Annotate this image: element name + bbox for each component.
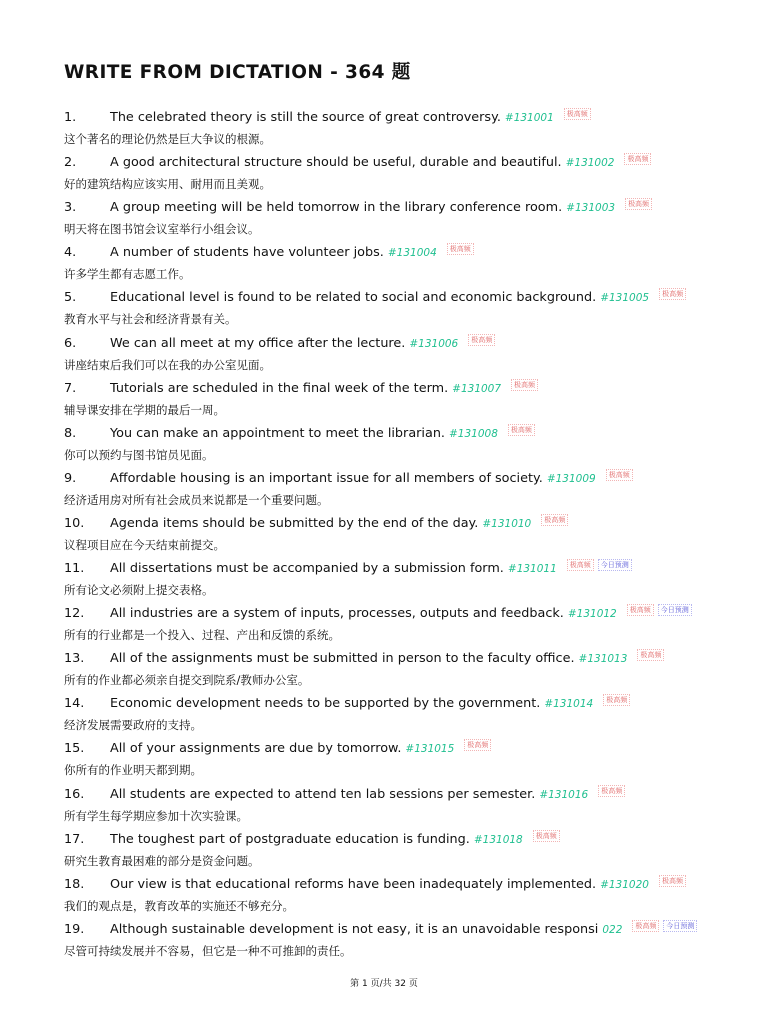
translation-text: 你可以预约与图书馆员见面。 bbox=[64, 448, 214, 462]
sentence-text: All industries are a system of inputs, processes, outputs and feedback. bbox=[110, 606, 564, 621]
translation-text: 讲座结束后我们可以在我的办公室见面。 bbox=[64, 358, 271, 372]
item-number: 11. bbox=[64, 561, 85, 576]
question-code: #131007 bbox=[452, 383, 502, 395]
question-code: #131006 bbox=[409, 338, 459, 350]
translation-text: 经济适用房对所有社会成员来说都是一个重要问题。 bbox=[64, 493, 329, 507]
item-number: 3. bbox=[64, 200, 77, 215]
sentence-text: Although sustainable development is not easy, it is an unavoidable responsi bbox=[110, 922, 599, 937]
frequency-tag: 极高频 bbox=[627, 604, 654, 616]
page-title: WRITE FROM DICTATION - 364 题 bbox=[64, 62, 411, 83]
item-number: 8. bbox=[64, 426, 77, 441]
item-number: 1. bbox=[64, 110, 77, 125]
sentence-text: Our view is that educational reforms have been inadequately implemented. bbox=[110, 877, 597, 892]
question-code: #131003 bbox=[566, 202, 616, 214]
translation-text: 尽管可持续发展并不容易，但它是一种不可推卸的责任。 bbox=[64, 944, 352, 958]
item-number: 16. bbox=[64, 787, 85, 802]
sentence-text: The celebrated theory is still the source of great controversy. bbox=[110, 110, 501, 125]
sentence-line bbox=[0, 649, 768, 669]
question-code: #131020 bbox=[600, 879, 649, 891]
sentence-text-wrap bbox=[110, 243, 474, 263]
list-item bbox=[0, 379, 768, 425]
frequency-tag: 极高频 bbox=[511, 379, 538, 391]
page-footer: 第 1 页/共 32 页 bbox=[350, 979, 418, 989]
sentence-text-wrap bbox=[110, 379, 538, 399]
list-item bbox=[0, 739, 768, 785]
sentence-text-wrap bbox=[110, 334, 495, 354]
sentence-text: A number of students have volunteer jobs. bbox=[110, 245, 384, 260]
translation-text: 你所有的作业明天都到期。 bbox=[64, 763, 202, 777]
item-number: 7. bbox=[64, 381, 77, 396]
item-number: 10. bbox=[64, 516, 85, 531]
list-item bbox=[0, 920, 768, 966]
sentence-line bbox=[0, 604, 768, 624]
list-item bbox=[0, 153, 768, 199]
list-item bbox=[0, 469, 768, 515]
sentence-line bbox=[0, 559, 768, 579]
sentence-text-wrap bbox=[110, 108, 591, 128]
question-code: #131014 bbox=[544, 698, 594, 710]
sentence-text-wrap bbox=[110, 559, 632, 579]
sentence-line bbox=[0, 830, 768, 850]
frequency-tag: 极高频 bbox=[464, 739, 491, 751]
list-item bbox=[0, 694, 768, 740]
translation-text: 议程项目应在今天结束前提交。 bbox=[64, 538, 225, 552]
sentence-line bbox=[0, 920, 768, 940]
list-item bbox=[0, 514, 768, 560]
frequency-tag: 极高频 bbox=[541, 514, 568, 526]
sentence-line bbox=[0, 739, 768, 759]
frequency-tag: 极高频 bbox=[659, 875, 686, 887]
list-item bbox=[0, 243, 768, 289]
frequency-tag: 极高频 bbox=[637, 649, 664, 661]
item-number: 18. bbox=[64, 877, 85, 892]
translation-text: 许多学生都有志愿工作。 bbox=[64, 267, 191, 281]
sentence-text-wrap bbox=[110, 424, 535, 444]
sentence-line bbox=[0, 469, 768, 489]
list-item bbox=[0, 559, 768, 605]
sentence-text: A group meeting will be held tomorrow in the library conference room. bbox=[110, 200, 563, 215]
item-number: 9. bbox=[64, 471, 77, 486]
question-code: #131013 bbox=[578, 653, 628, 665]
question-code: #131016 bbox=[539, 789, 589, 801]
sentence-text-wrap bbox=[110, 920, 697, 940]
frequency-tag: 极高频 bbox=[625, 198, 652, 210]
prediction-tag: 今日预测 bbox=[598, 559, 632, 571]
frequency-tag: 极高频 bbox=[468, 334, 495, 346]
sentence-text-wrap bbox=[110, 785, 625, 805]
sentence-text-wrap bbox=[110, 198, 652, 218]
sentence-line bbox=[0, 198, 768, 218]
question-code: #131018 bbox=[473, 834, 523, 846]
sentence-text-wrap bbox=[110, 649, 664, 669]
frequency-tag: 极高频 bbox=[533, 830, 560, 842]
translation-text: 所有学生每学期应参加十次实验课。 bbox=[64, 809, 248, 823]
question-code: #131001 bbox=[504, 112, 554, 124]
translation-text: 明天将在图书馆会议室举行小组会议。 bbox=[64, 222, 260, 236]
translation-text: 所有论文必须附上提交表格。 bbox=[64, 583, 214, 597]
frequency-tag: 极高频 bbox=[659, 288, 686, 300]
list-item bbox=[0, 649, 768, 695]
sentence-text-wrap bbox=[110, 469, 633, 489]
question-code: #131004 bbox=[387, 247, 437, 259]
question-code: #131015 bbox=[405, 743, 455, 755]
list-item bbox=[0, 198, 768, 244]
item-number: 13. bbox=[64, 651, 85, 666]
frequency-tag: 极高频 bbox=[598, 785, 625, 797]
sentence-text: We can all meet at my office after the lecture. bbox=[110, 336, 406, 351]
item-number: 15. bbox=[64, 741, 85, 756]
translation-text: 经济发展需要政府的支持。 bbox=[64, 718, 202, 732]
sentence-line bbox=[0, 694, 768, 714]
frequency-tag: 极高频 bbox=[606, 469, 633, 481]
prediction-tag: 今日预测 bbox=[658, 604, 692, 616]
sentence-text: All of your assignments are due by tomorrow. bbox=[110, 741, 402, 756]
frequency-tag: 极高频 bbox=[447, 243, 474, 255]
list-item bbox=[0, 424, 768, 470]
item-number: 4. bbox=[64, 245, 77, 260]
sentence-text-wrap bbox=[110, 875, 686, 895]
frequency-tag: 极高频 bbox=[624, 153, 651, 165]
sentence-text-wrap bbox=[110, 739, 491, 759]
frequency-tag: 极高频 bbox=[632, 920, 659, 932]
translation-text: 我们的观点是，教育改革的实施还不够充分。 bbox=[64, 899, 294, 913]
prediction-tag: 今日预测 bbox=[663, 920, 697, 932]
list-item bbox=[0, 108, 768, 154]
frequency-tag: 极高频 bbox=[564, 108, 591, 120]
frequency-tag: 极高频 bbox=[567, 559, 594, 571]
sentence-text: Agenda items should be submitted by the end of the day. bbox=[110, 516, 479, 531]
sentence-line bbox=[0, 424, 768, 444]
sentence-text-wrap bbox=[110, 514, 568, 534]
question-code: #131009 bbox=[546, 473, 596, 485]
sentence-text: You can make an appointment to meet the librarian. bbox=[110, 426, 445, 441]
item-number: 6. bbox=[64, 336, 77, 351]
translation-text: 所有的行业都是一个投入、过程、产出和反馈的系统。 bbox=[64, 628, 340, 642]
sentence-text: A good architectural structure should be useful, durable and beautiful. bbox=[110, 155, 562, 170]
list-item bbox=[0, 288, 768, 334]
sentence-text-wrap bbox=[110, 288, 686, 308]
question-code: #131008 bbox=[449, 428, 498, 440]
item-number: 17. bbox=[64, 832, 85, 847]
question-code: 022 bbox=[602, 924, 623, 936]
question-code: #131011 bbox=[507, 563, 557, 575]
item-number: 12. bbox=[64, 606, 85, 621]
question-code: #131005 bbox=[600, 292, 650, 304]
item-number: 19. bbox=[64, 922, 85, 937]
list-item bbox=[0, 604, 768, 650]
sentence-line bbox=[0, 108, 768, 128]
sentence-line bbox=[0, 514, 768, 534]
translation-text: 这个著名的理论仍然是巨大争议的根源。 bbox=[64, 132, 271, 146]
sentence-text: All of the assignments must be submitted in person to the faculty office. bbox=[110, 651, 575, 666]
sentence-line bbox=[0, 875, 768, 895]
translation-text: 教育水平与社会和经济背景有关。 bbox=[64, 312, 237, 326]
sentence-text-wrap bbox=[110, 153, 651, 173]
question-code: #131010 bbox=[482, 518, 532, 530]
item-number: 2. bbox=[64, 155, 77, 170]
question-code: #131012 bbox=[567, 608, 617, 620]
frequency-tag: 极高频 bbox=[508, 424, 535, 436]
sentence-text: Economic development needs to be supported by the government. bbox=[110, 696, 541, 711]
list-item bbox=[0, 830, 768, 876]
sentence-text-wrap bbox=[110, 694, 630, 714]
sentence-line bbox=[0, 379, 768, 399]
item-number: 5. bbox=[64, 290, 77, 305]
list-item bbox=[0, 875, 768, 921]
translation-text: 辅导课安排在学期的最后一周。 bbox=[64, 403, 225, 417]
translation-text: 好的建筑结构应该实用、耐用而且美观。 bbox=[64, 177, 271, 191]
list-item bbox=[0, 785, 768, 831]
sentence-text: All dissertations must be accompanied by a submission form. bbox=[110, 561, 504, 576]
sentence-text-wrap bbox=[110, 604, 692, 624]
translation-text: 研究生教育最困难的部分是资金问题。 bbox=[64, 854, 260, 868]
sentence-text: The toughest part of postgraduate education is funding. bbox=[110, 832, 470, 847]
translation-text: 所有的作业都必须亲自提交到院系/教师办公室。 bbox=[64, 673, 310, 687]
question-code: #131002 bbox=[565, 157, 615, 169]
sentence-line bbox=[0, 288, 768, 308]
list-item bbox=[0, 334, 768, 380]
sentence-text: All students are expected to attend ten lab sessions per semester. bbox=[110, 787, 536, 802]
sentence-text-wrap bbox=[110, 830, 560, 850]
frequency-tag: 极高频 bbox=[603, 694, 630, 706]
item-number: 14. bbox=[64, 696, 85, 711]
sentence-text: Tutorials are scheduled in the final week of the term. bbox=[110, 381, 449, 396]
sentence-line bbox=[0, 334, 768, 354]
sentence-line bbox=[0, 785, 768, 805]
sentence-line bbox=[0, 243, 768, 263]
sentence-text: Affordable housing is an important issue for all members of society. bbox=[110, 471, 543, 486]
sentence-text: Educational level is found to be related to social and economic background. bbox=[110, 290, 597, 305]
sentence-line bbox=[0, 153, 768, 173]
